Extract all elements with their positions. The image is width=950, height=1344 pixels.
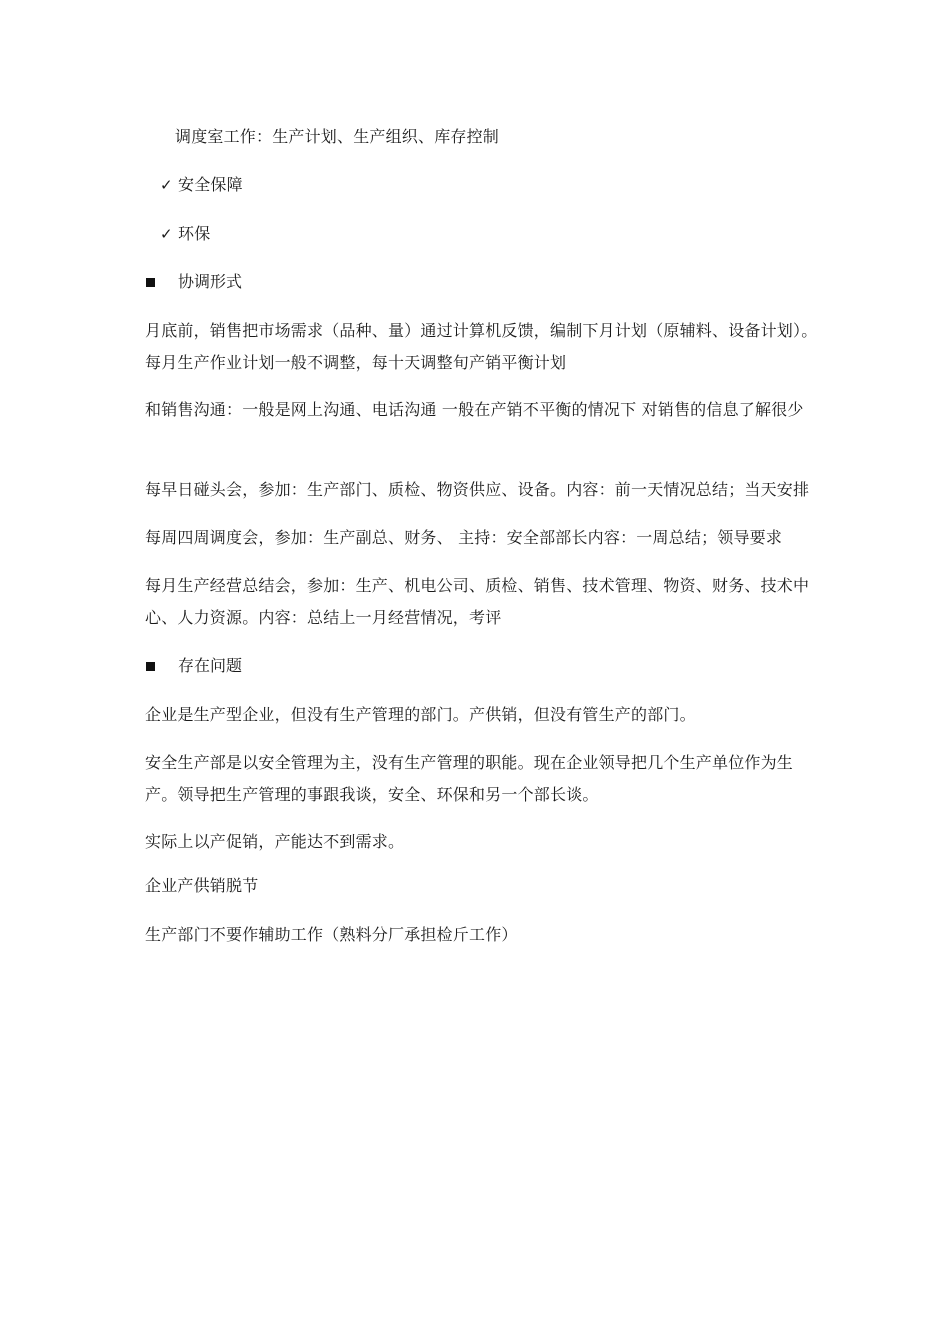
check-item-label: 环保 (178, 224, 211, 243)
paragraph-disconnect: 企业产供销脱节 (145, 876, 259, 895)
paragraph-sales-communication: 和销售沟通：一般是网上沟通、电话沟通 一般在产销不平衡的情况下 对销售的信息了解很少 (145, 400, 804, 419)
paragraph-daily-meeting: 每早日碰头会，参加：生产部门、质检、物资供应、设备。内容：前一天情况总结；当天安排 (145, 480, 810, 499)
paragraph-no-production-dept: 企业是生产型企业，但没有生产管理的部门。产供销，但没有管生产的部门。 (145, 705, 696, 724)
square-bullet-icon (146, 278, 155, 287)
check-item-label: 安全保障 (178, 175, 243, 194)
check-item-environment (160, 224, 210, 244)
paragraph-weekly-meeting: 每周四周调度会，参加：生产副总、财务、 主持：安全部部长内容：一周总结；领导要求 (145, 528, 783, 547)
paragraph-auxiliary-work: 生产部门不要作辅助工作（熟料分厂承担检斤工作） (145, 925, 518, 944)
section-heading-issues: 存在问题 (178, 656, 243, 675)
paragraph-capacity: 实际上以产促销，产能达不到需求。 (145, 832, 405, 851)
check-item-safety (160, 175, 243, 195)
checkmark-icon: ✓ (160, 176, 173, 194)
dispatch-room-line: 调度室工作：生产计划、生产组织、库存控制 (175, 127, 500, 146)
paragraph-safety-dept: 安全生产部是以安全管理为主，没有生产管理的职能。现在企业领导把几个生产单位作为生产。领导把生产管理的事跟我谈，安全、环保和另一个部长谈。 (145, 753, 794, 804)
section-heading-coordination: 协调形式 (178, 272, 243, 291)
paragraph-monthly-plan: 月底前，销售把市场需求（品种、量）通过计算机反馈，编制下月计划（原辅料、设备计划）。每月生产作业计划一般不调整，每十天调整旬产销平衡计划 (145, 321, 818, 372)
square-bullet-icon (146, 662, 155, 671)
checkmark-icon: ✓ (160, 225, 173, 243)
paragraph-monthly-meeting: 每月生产经营总结会，参加：生产、机电公司、质检、销售、技术管理、物资、财务、技术中心、人力资源。内容：总结上一月经营情况，考评 (145, 576, 810, 627)
